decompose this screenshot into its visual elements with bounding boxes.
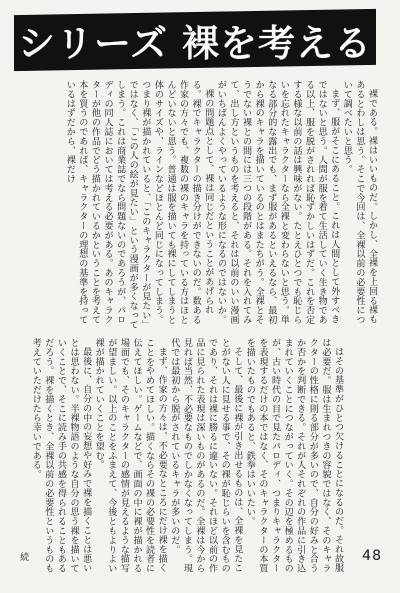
continued-mark: 続 <box>18 552 29 562</box>
page-number: 48 <box>362 548 382 564</box>
series-title: シリーズ 裸を考える <box>17 22 373 65</box>
paragraph: 最後に、自分の中の妄想や好みで裸を描くことは悪いとは思わない。半裸物語のような自分の思う裸を描いていくことで、そこに読み手の共感を得られることもあるだろう。裸を描くとき、全裸以前の必要性というものも考えていただけたら幸いである。 <box>30 338 92 573</box>
paragraph: はその基準がひとつ欠けることになるのだ。それ故服は必要だ。服は生まれつきの容貌ではなく、そのキャラクターの性格に則る部分が多いので、自分の好みと合うか否かを判断できる。それが人それぞれの作品に引き込まれていくことにつながっていく。その辺を極めるものが、古い時代の目で見たパロディ、つまりキャラクターを表現するだけの本ではなく、そのキャラクターの本質を描いたものでもあると、鉄拳はいいたい。 <box>244 338 343 573</box>
lower-text-column <box>18 338 344 580</box>
paragraph: そして、最後に裸が引き出せるものは、全裸を見たことがない人に見せる事で、その裸が恥じらいを含むものであり、それは裸に勝るに違いない。それほど以前の作品に見られた表現は深いものがあるのだ。全裸は今から見れば当然、不必要なものでしかなくなってしまう。現代では最初から脱がされているキャラが多いのだ。 <box>169 338 243 573</box>
paragraph: まず、作家の方々は、不必要なところにだけ裸を描くことをやめてほしい。描くならその裸の必要性を読者に伝えてほしい。ゲームなどで、画面の中に裸が描かれる場面でも、そのキャラクターの感情が見えるような描写が望ましい。以上のことをふまえて、今後ともよりよい裸が描かれていくことを望む。 <box>93 338 167 573</box>
paragraph: 裸である。裸はいいものだ。しかし、全裸を上回る裸もあるとわしは思う。そこで今回は、全裸以前の必要性について調べたいと思う。 <box>341 80 377 325</box>
upper-text-column <box>20 80 378 330</box>
series-title-banner <box>14 9 376 71</box>
paragraph: まず、服がそこにあること。これは人間として外すべきではないと思う。人間が服を着て生活していく生き物である以上、服を脱がされれば恥ずかしいはずだ。これを否定する様な以前の話は興味がない。たとえひとつでも恥じらいを忘れたキャラクターなら全裸と変わらないと思う。単なる部分的な露出でも、まず服があるといえるなら、最初から裸のキャラを描いているのとはまたちがう。全裸とそうでない裸との間には三つの段階がある。それを入れてみて、出し方というものを考えると、それは以前のいい漫画がいちばんよくやっているような形になるのではないか。 <box>215 80 340 325</box>
paragraph: 裸の問題点として、裸は同じだということがあげられる。裸でキャラクターの描き分けができないのだ。数ある作家の方々でも、複数の裸のキャラを持っている方はほとんどいないと思う。普通は服を描いても裸にしてしまうと体のサイズや、ラインなどほとんど同じになってしまう。つまり裸が描かれていると、「このキャラクターが見たい」ではなく、「この人の絵が見たい」という漫画が多くなってしまう。これは商業誌でなら問題ないのであろうが、パロディの同人誌においては考える必要がある。あのキャラクターが他の作品でどう描かれているかということを考えて本を買うのであれば、キャラクターの理想の基準を持っているはずだから、裸だけ <box>64 80 214 330</box>
